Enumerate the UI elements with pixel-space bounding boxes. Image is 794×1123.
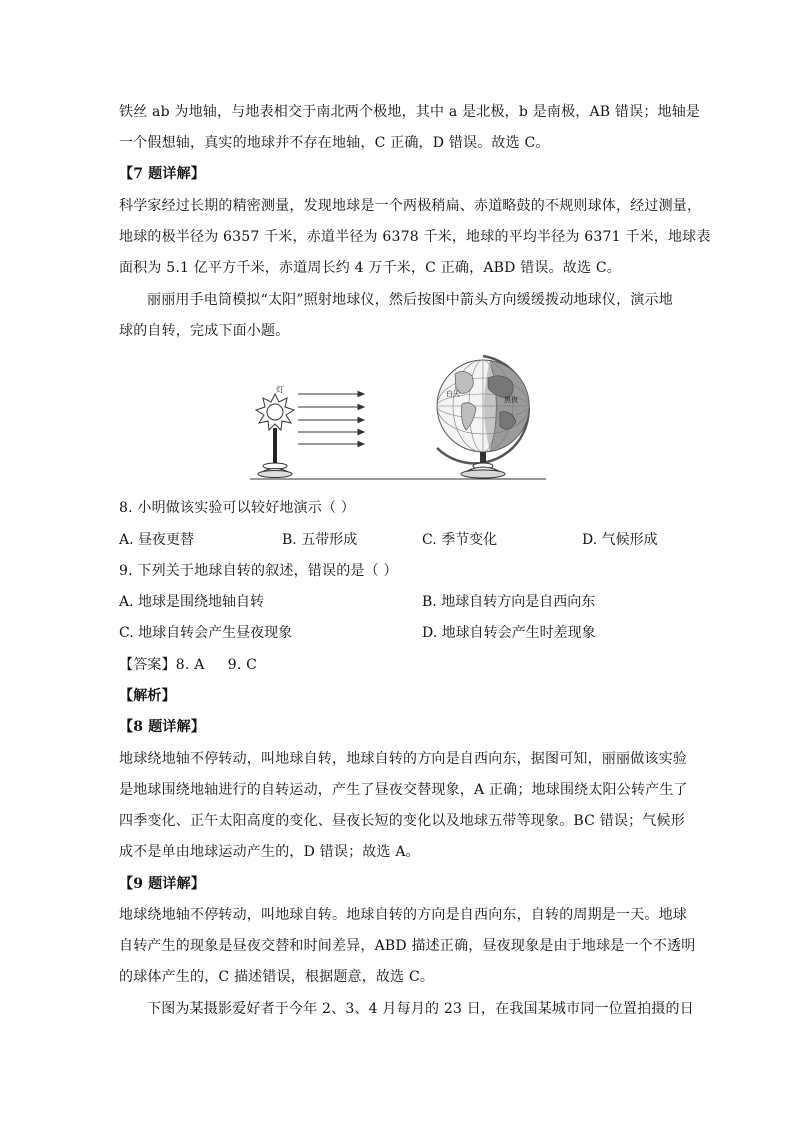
lamp-icon bbox=[256, 394, 294, 478]
q7-detail-header: 【7 题详解】 bbox=[119, 166, 206, 182]
q8-option-d: D. 气候形成 bbox=[582, 532, 658, 548]
question-stem-line-1: 丽丽用手电筒模拟“太阳”照射地球仪，然后按图中箭头方向缓缓拨动地球仪，演示地 bbox=[147, 292, 673, 308]
q9-detail-line-2: 自转产生的现象是昼夜交替和时间差异，ABD 描述正确，昼夜现象是由于地球是一个不透明 bbox=[119, 938, 696, 954]
answer-line: 【答案】8. A 9. C bbox=[119, 657, 258, 673]
lamp-globe-figure bbox=[250, 352, 550, 482]
q7-detail-line-3: 面积为 5.1 亿平方千米，赤道周长约 4 万千米，C 正确，ABD 错误。故选 C。 bbox=[119, 260, 621, 276]
analysis-header: 【解析】 bbox=[119, 688, 176, 704]
q8-detail-line-4: 成不是单由地球运动产生的，D 错误；故选 A。 bbox=[119, 844, 420, 860]
q8-detail-line-3: 四季变化、正午太阳高度的变化、昼夜长短的变化以及地球五带等现象。BC 错误；气候形 bbox=[119, 813, 685, 829]
intro-line-2: 一个假想轴，真实的地球并不存在地轴，C 正确，D 错误。故选 C。 bbox=[119, 135, 550, 151]
q9-option-d: D. 地球自转会产生时差现象 bbox=[422, 625, 596, 641]
q7-detail-line-2: 地球的极半径为 6357 千米，赤道半径为 6378 千米，地球的平均半径为 6371 千米，地球表 bbox=[119, 229, 711, 245]
q8-option-c: C. 季节变化 bbox=[422, 532, 498, 548]
q8-option-b: B. 五带形成 bbox=[282, 532, 358, 548]
intro-line-1: 铁丝 ab 为地轴，与地表相交于南北两个极地，其中 a 是北极，b 是南极，AB 错误；地轴是 bbox=[119, 104, 701, 120]
q8-detail-line-1: 地球绕地轴不停转动，叫地球自转，地球自转的方向是自西向东，据图可知，丽丽做该实验 bbox=[119, 751, 687, 767]
day-label: 白天 bbox=[446, 390, 460, 398]
q9-option-b: B. 地球自转方向是自西向东 bbox=[422, 594, 596, 610]
light-arrows bbox=[298, 392, 364, 447]
q9-detail-header: 【9 题详解】 bbox=[119, 876, 206, 892]
q7-detail-line-1: 科学家经过长期的精密测量，发现地球是一个两极稍扁、赤道略鼓的不规则球体，经过测量， bbox=[119, 198, 702, 214]
q9-detail-line-3: 的球体产生的，C 描述错误，根据题意，故选 C。 bbox=[119, 969, 435, 985]
question-stem-line-2: 球的自转，完成下面小题。 bbox=[119, 323, 290, 339]
lamp-label: 灯 bbox=[276, 385, 284, 394]
q8-stem: 8. 小明做该实验可以较好地演示（ ） bbox=[119, 500, 356, 516]
q8-detail-header: 【8 题详解】 bbox=[119, 719, 206, 735]
q9-stem: 9. 下列关于地球自转的叙述，错误的是（ ） bbox=[119, 563, 398, 579]
q8-detail-line-2: 是地球围绕地轴进行的自转运动，产生了昼夜交替现象，A 正确；地球围绕太阳公转产生了 bbox=[119, 782, 688, 798]
next-question-stem-line-1: 下图为某摄影爱好者于今年 2、3、4 月每月的 23 日，在我国某城市同一位置拍摄的日 bbox=[147, 1001, 694, 1017]
q8-option-a: A. 昼夜更替 bbox=[119, 532, 195, 548]
q9-option-c: C. 地球自转会产生昼夜现象 bbox=[119, 625, 293, 641]
q9-detail-line-1: 地球绕地轴不停转动，叫地球自转。地球自转的方向是自西向东，自转的周期是一天。地球 bbox=[119, 907, 687, 923]
night-label: 黑夜 bbox=[504, 396, 518, 404]
q9-option-a: A. 地球是围绕地轴自转 bbox=[119, 594, 265, 610]
globe-icon bbox=[437, 356, 529, 478]
